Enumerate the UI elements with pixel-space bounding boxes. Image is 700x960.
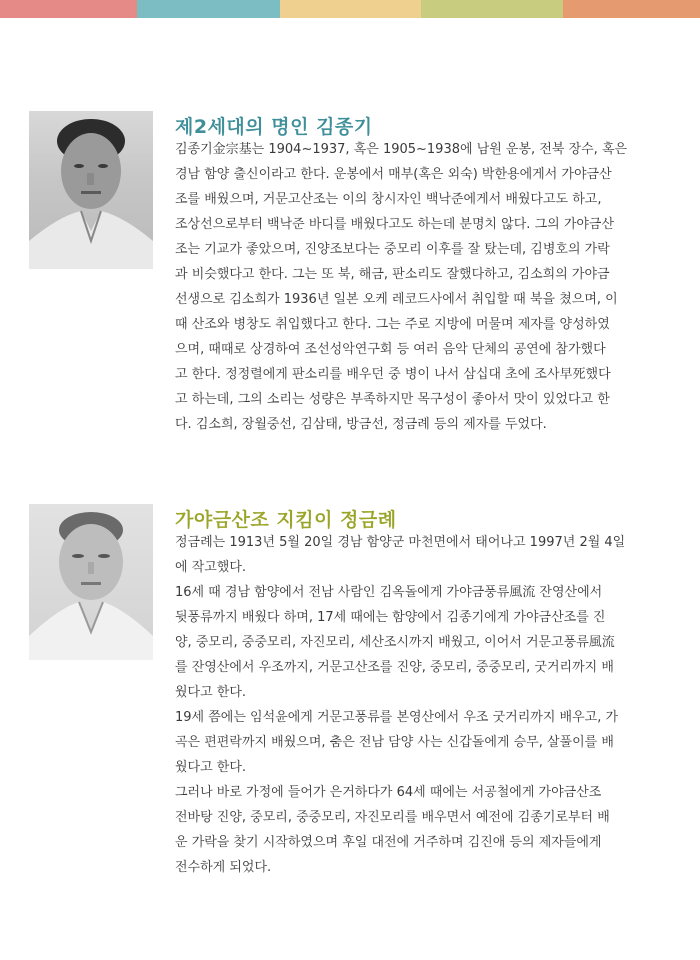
section-title-jeong-geumrye: 가야금산조 지킴이 정금례 [175,509,397,531]
text-line: 16세 때 경남 함양에서 전남 사람인 김옥돌에게 가야금풍류風流 잔영산에서 [175,585,603,600]
text-line: 조는 기교가 좋았으며, 진양조보다는 중모리 이후를 잘 탔는데, 김병호의 가락 [175,242,610,257]
portrait-photo-jeong-geumrye [29,504,153,660]
text-line: 전바탕 진양, 중모리, 중중모리, 자진모리를 배우면서 예전에 김종기로부터 배 [175,810,610,825]
portrait-photo-kim-jonggi [29,111,153,269]
text-line: 곡은 편편락까지 배웠으며, 춤은 전남 담양 사는 신갑돌에게 승무, 살풀이를 배 [175,735,614,750]
text-line: 웠다고 한다. [175,685,247,700]
color-bar-segment-4 [421,0,563,18]
text-line: 고 하는데, 그의 소리는 성량은 부족하지만 목구성이 좋아서 맛이 있었다고 한 [175,392,610,407]
top-color-bar [0,0,700,18]
section-body-kim-jonggi [175,137,653,437]
text-line: 과 비슷했다고 한다. 그는 또 북, 해금, 판소리도 잘했다하고, 김소희의 가야금 [175,267,610,282]
text-line: 김종기金宗基는 1904~1937, 혹은 1905~1938에 남원 운봉, 전북 장수, 혹은 [175,142,628,157]
section-body-jeong-geumrye [175,530,653,880]
text-line: 때 산조와 병창도 취입했다고 한다. 그는 주로 지방에 머물며 제자를 양성하였 [175,317,610,332]
text-line: 양, 중모리, 중중모리, 자진모리, 세산조시까지 배웠고, 이어서 거문고풍류風流 [175,635,615,650]
text-line: 19세 쯤에는 임석윤에게 거문고풍류를 본영산에서 우조 굿거리까지 배우고, 가 [175,710,619,725]
text-line: 정금례는 1913년 5월 20일 경남 함양군 마천면에서 태어나고 1997년 2월 4일 [175,535,626,550]
color-bar-segment-2 [137,0,280,18]
text-line: 웠다고 한다. [175,760,247,775]
text-line: 조상선으로부터 백낙준 바디를 배웠다고도 하는데 분명치 않다. 그의 가야금산 [175,217,615,232]
text-line: 경남 함양 출신이라고 한다. 운봉에서 매부(혹은 외숙) 박한용에게서 가야금산 [175,167,612,182]
color-bar-segment-5 [563,0,700,18]
text-line: 그러나 바로 가정에 들어가 은거하다가 64세 때에는 서공철에게 가야금산조 [175,785,602,800]
text-line: 다. 김소희, 장월중선, 김삼태, 방금선, 정금례 등의 제자를 두었다. [175,417,547,432]
section-title-kim-jonggi: 제2세대의 명인 김종기 [175,116,373,138]
text-line: 전수하게 되었다. [175,860,272,875]
color-bar-segment-1 [0,0,137,18]
color-bar-segment-3 [280,0,421,18]
text-line: 으며, 때때로 상경하여 조선성악연구회 등 여러 음악 단체의 공연에 참가했다 [175,342,606,357]
text-line: 선생으로 김소희가 1936년 일본 오케 레코드사에서 취입할 때 북을 쳤으며, 이 [175,292,618,307]
text-line: 조를 배웠으며, 거문고산조는 이의 창시자인 백낙준에게서 배웠다고도 하고, [175,192,602,207]
text-line: 고 한다. 정정렬에게 판소리를 배우던 중 병이 나서 삼십대 초에 조사早死했다 [175,367,611,382]
text-line: 에 작고했다. [175,560,247,575]
text-line: 운 가락을 찾기 시작하였으며 후일 대전에 거주하며 김진애 등의 제자들에게 [175,835,602,850]
text-line: 뒷풍류까지 배웠다 하며, 17세 때에는 함양에서 김종기에게 가야금산조를 진 [175,610,606,625]
text-line: 를 잔영산에서 우조까지, 거문고산조를 진양, 중모리, 중중모리, 굿거리까지 배 [175,660,614,675]
